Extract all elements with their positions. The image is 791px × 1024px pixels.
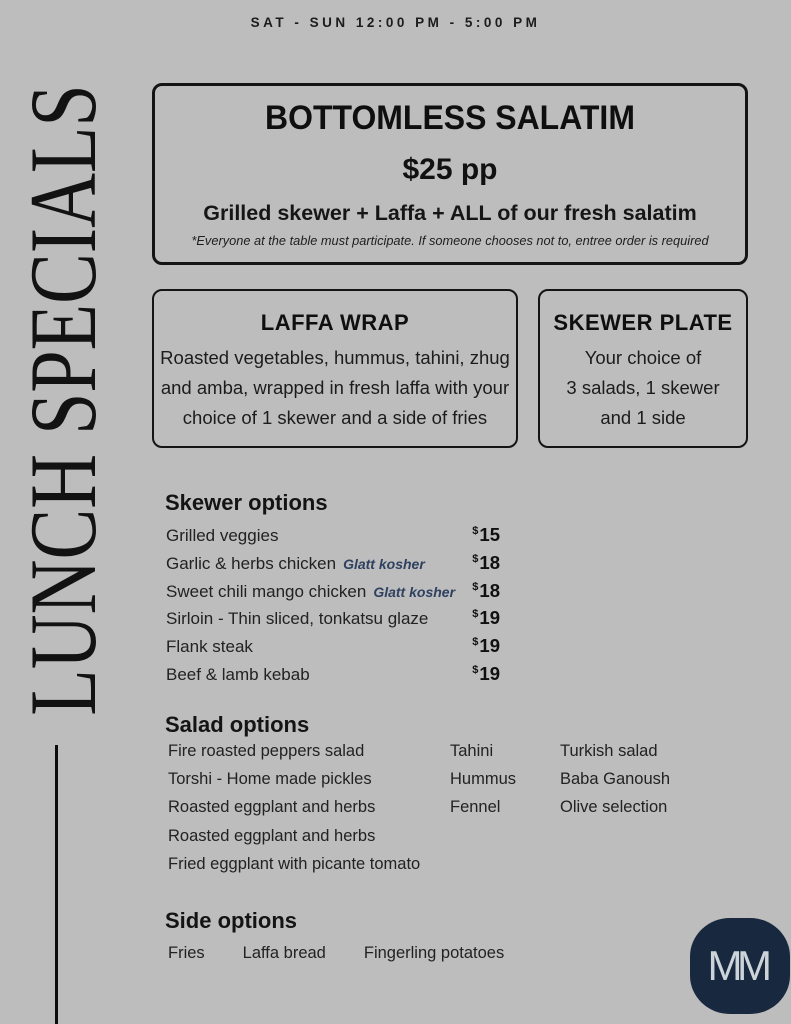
salad-item <box>450 827 560 855</box>
side-options-list <box>168 944 504 963</box>
side-item: Fingerling potatoes <box>363 944 505 962</box>
skewer-options-list <box>166 524 500 691</box>
salad-item: Olive selection <box>560 798 668 817</box>
kosher-note: Glatt kosher <box>343 555 425 572</box>
side-options-heading: Side options <box>165 908 297 933</box>
skewer-plate-line: Your choice of <box>584 347 702 368</box>
currency-symbol: $ <box>472 552 479 565</box>
item-name: Beef & lamb kebab <box>166 664 310 684</box>
salad-item <box>560 855 670 883</box>
item-name: Sweet chili mango chicken <box>166 581 367 601</box>
skewer-plate-description <box>540 343 746 433</box>
item-price <box>472 635 500 657</box>
price-value: 19 <box>479 635 500 657</box>
side-item: Laffa bread <box>242 944 326 962</box>
item-price <box>472 607 500 629</box>
currency-symbol: $ <box>472 636 479 649</box>
list-item <box>166 607 500 635</box>
vertical-page-title: LUNCH SPECIALS <box>10 84 116 716</box>
kosher-note: Glatt kosher <box>373 583 456 600</box>
item-name: Grilled veggies <box>166 526 279 545</box>
price-value: 18 <box>479 551 500 573</box>
salad-item <box>560 827 670 855</box>
salad-item: Hummus <box>450 770 517 789</box>
salad-item: Torshi - Home made pickles <box>168 770 372 789</box>
hours-line: SAT - SUN 12:00 PM - 5:00 PM <box>250 15 541 30</box>
salad-item: Tahini <box>450 742 494 760</box>
salad-item: Fried eggplant with picante tomato <box>168 854 421 873</box>
list-item <box>166 524 500 552</box>
list-item <box>166 663 500 691</box>
salad-item: Fire roasted peppers salad <box>168 742 365 760</box>
salad-item <box>450 855 560 883</box>
currency-symbol: $ <box>472 525 479 537</box>
currency-symbol: $ <box>472 580 479 593</box>
skewer-plate-line: 3 salads, 1 skewer <box>566 377 720 398</box>
price-value: 18 <box>479 579 500 601</box>
salad-item: Roasted eggplant and herbs <box>168 826 376 845</box>
laffa-wrap-line: choice of 1 skewer and a side of fries <box>182 407 488 428</box>
item-name: Sirloin - Thin sliced, tonkatsu glaze <box>166 609 429 629</box>
salad-item: Turkish salad <box>560 742 658 760</box>
skewer-plate-title: SKEWER PLATE <box>553 310 733 335</box>
salad-item: Fennel <box>450 798 501 817</box>
list-item <box>166 635 500 663</box>
item-name: Garlic & herbs chicken <box>166 553 337 573</box>
hero-price: $25 pp <box>402 153 498 186</box>
laffa-wrap-description <box>154 343 516 433</box>
item-price <box>472 580 500 602</box>
restaurant-logo <box>690 918 790 1014</box>
skewer-plate-card <box>538 289 748 448</box>
skewer-plate-line: and 1 side <box>600 407 686 428</box>
hero-title: BOTTOMLESS SALATIM <box>265 99 635 137</box>
salad-item: Roasted eggplant and herbs <box>168 798 376 817</box>
laffa-wrap-line: Roasted vegetables, hummus, tahini, zhug <box>160 347 510 368</box>
currency-symbol: $ <box>472 608 479 621</box>
bottomless-salatim-box <box>152 83 748 265</box>
vertical-rule <box>55 745 58 1024</box>
price-value: 19 <box>479 662 500 684</box>
currency-symbol: $ <box>472 663 479 676</box>
skewer-options-heading: Skewer options <box>165 490 328 515</box>
side-item: Fries <box>168 944 205 962</box>
item-price <box>472 663 500 685</box>
price-value: 15 <box>479 524 500 545</box>
item-name: Flank steak <box>166 637 253 657</box>
hero-fine-print: *Everyone at the table must participate. If someone chooses not to, entree order is required <box>191 233 709 248</box>
list-item <box>166 552 500 580</box>
salad-options-heading: Salad options <box>165 712 310 737</box>
laffa-wrap-title: LAFFA WRAP <box>260 310 410 335</box>
laffa-wrap-card <box>152 289 518 448</box>
price-value: 19 <box>479 607 500 629</box>
list-item <box>166 580 500 608</box>
hero-subtitle: Grilled skewer + Laffa + ALL of our fresh salatim <box>203 201 697 225</box>
salad-item: Baba Ganoush <box>560 770 671 789</box>
item-price <box>472 552 500 574</box>
salad-options-list <box>168 742 670 883</box>
logo-monogram: MM <box>707 942 767 989</box>
laffa-wrap-line: and amba, wrapped in fresh laffa with your <box>160 377 510 398</box>
item-price <box>472 524 500 546</box>
